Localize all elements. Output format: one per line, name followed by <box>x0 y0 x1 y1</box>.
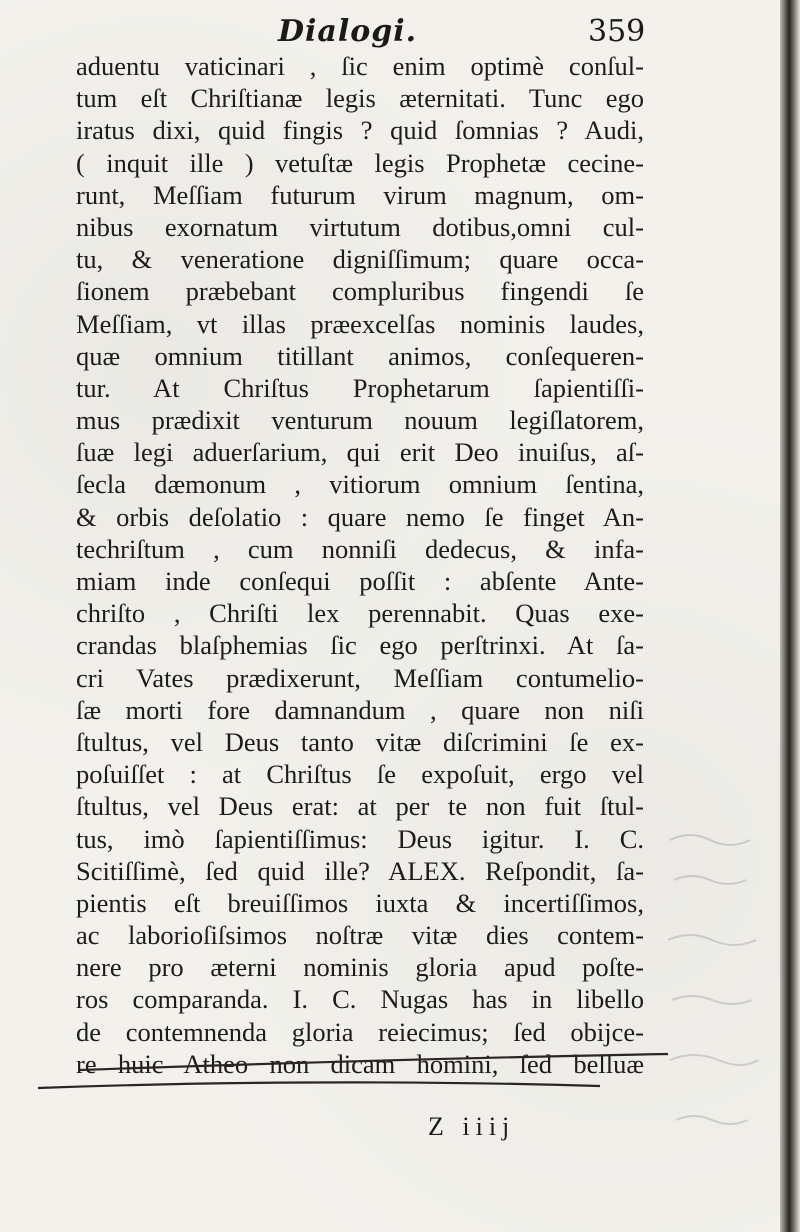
text-line: Scitiſſimè, ſed quid ille? ALEX. Reſpondit, ſa- <box>76 855 644 886</box>
text-line: nere pro æterni nominis gloria apud poſte- <box>76 952 644 983</box>
text-line: ſecla dæmonum , vitiorum omnium ſentina, <box>76 469 644 500</box>
text-line: ac laborioſiſsimos noſtræ vitæ dies contem- <box>76 920 644 951</box>
text-line: aduentu vaticinari , ſic enim optimè conſul- <box>76 51 644 81</box>
text-line: ſionem præbebant compluribus fingendi ſe <box>76 276 644 307</box>
page-edge-shadow <box>780 0 800 1232</box>
text-line: tu, & veneratione digniſſimum; quare occa- <box>76 244 644 275</box>
signature-mark: Z iiij <box>428 1112 516 1141</box>
body-text <box>76 50 644 1080</box>
text-line: pientis eſt breuiſſimos iuxta & incertiſſimos, <box>76 887 644 918</box>
text-line: poſuiſſet : at Chriſtus ſe expoſuit, ergo vel <box>76 759 644 790</box>
text-line: de contemnenda gloria reiecimus; ſed obijce- <box>76 1016 644 1047</box>
text-line: ſæ morti fore damnandum , quare non niſi <box>76 694 644 725</box>
text-line: crandas blaſphemias ſic ego perſtrinxi. At ſa- <box>76 630 644 661</box>
text-line: techriſtum , cum nonniſi dedecus, & infa- <box>76 533 644 564</box>
text-line: chriſto , Chriſti lex perennabit. Quas exe- <box>76 598 644 629</box>
text-line: miam inde conſequi poſſit : abſente Ante- <box>76 566 644 596</box>
underline-stroke <box>38 1082 600 1088</box>
text-line: tum eſt Chriſtianæ legis æternitati. Tunc ego <box>76 83 644 114</box>
text-line: cri Vates prædixerunt, Meſſiam contumelio- <box>76 662 644 693</box>
text-line: re huic Atheo non dicam homini, ſed belluæ <box>76 1048 644 1079</box>
text-line: iratus dixi, quid fingis ? quid ſomnias ? Audi, <box>76 115 644 146</box>
text-line: tus, imò ſapientiſſimus: Deus igitur. I. C. <box>76 823 644 854</box>
text-line: quæ omnium titillant animos, conſequeren- <box>76 340 644 371</box>
text-line: mus prædixit venturum nouum legiſlatorem, <box>76 405 644 436</box>
text-line: & orbis deſolatio : quare nemo ſe finget An- <box>76 501 644 532</box>
text-line: tur. At Chriſtus Prophetarum ſapientiſſi- <box>76 372 644 403</box>
page-number: 359 <box>588 14 646 49</box>
text-line: ſtultus, vel Deus tanto vitæ diſcrimini ſe ex- <box>76 726 644 757</box>
page-title: Dialogi. <box>278 14 418 49</box>
text-line: runt, Meſſiam futurum virum magnum, om- <box>76 179 644 210</box>
text-line: ſtultus, vel Deus erat: at per te non fuit ſtul- <box>76 791 644 822</box>
show-through-marks <box>660 820 770 1180</box>
text-line: ſuæ legi aduerſarium, qui erit Deo inuiſus, aſ- <box>76 437 644 468</box>
text-line: ros comparanda. I. C. Nugas has in libello <box>76 984 644 1015</box>
text-line: Meſſiam, vt illas præexcelſas nominis laudes, <box>76 308 644 339</box>
text-line: ( inquit ille ) vetuſtæ legis Prophetæ cecine- <box>76 147 644 178</box>
running-head <box>0 10 700 50</box>
text-line: nibus exornatum virtutum dotibus,omni cul- <box>76 211 644 242</box>
